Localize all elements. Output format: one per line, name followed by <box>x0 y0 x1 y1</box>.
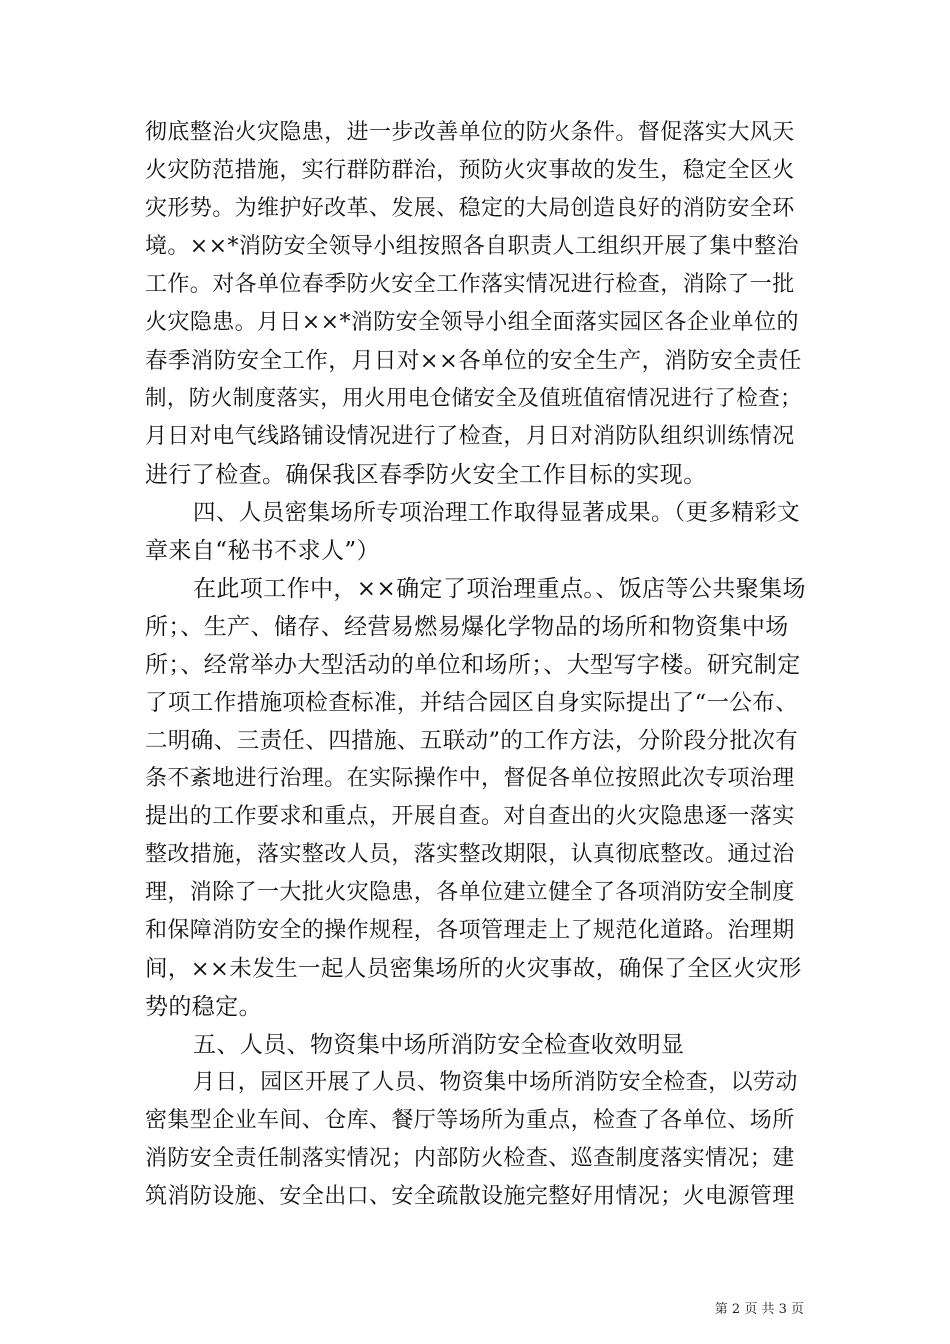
text-line: 了项工作措施项检查标准，并结合园区自身实际提出了“一公布、 <box>145 690 799 716</box>
text-line: 二明确、三责任、四措施、五联动”的工作方法，分阶段分批次有 <box>145 728 799 754</box>
page-number-footer: 第 2 页 共 3 页 <box>714 1302 804 1317</box>
text-line: 火灾隐患。月日××*消防安全领导小组全面落实园区各企业单位的 <box>145 310 799 335</box>
text-line: 提出的工作要求和重点，开展自查。对自查出的火灾隐患逐一落实 <box>145 804 795 829</box>
text-line: 理，消除了一大批火灾隐患，各单位建立健全了各项消防安全制度 <box>145 880 795 905</box>
text-line: 月日对电气线路铺设情况进行了检查，月日对消防队组织训练情况 <box>145 424 795 449</box>
text-line: 所；、经常举办大型活动的单位和场所；、大型写字楼。研究制定 <box>145 652 801 678</box>
section-heading: 五、人员、物资集中场所消防安全检查收效明显 <box>193 1032 685 1058</box>
text-line: 灾形势。为维护好改革、发展、稳定的大局创造良好的消防安全环 <box>145 196 795 221</box>
text-line: 章来自“秘书不求人”） <box>145 538 380 564</box>
text-line: 间，××未发生一起人员密集场所的火灾事故，确保了全区火灾形 <box>145 956 802 982</box>
text-line: 火灾防范措施，实行群防群治，预防火灾事故的发生，稳定全区火 <box>145 158 795 183</box>
text-line: 筑消防设施、安全出口、安全疏散设施完整好用情况；火电源管理 <box>145 1184 795 1209</box>
text-line: 整改措施，落实整改人员，落实整改期限，认真彻底整改。通过治 <box>145 842 795 867</box>
text-line: 和保障消防安全的操作规程，各项管理走上了规范化道路。治理期 <box>145 918 795 943</box>
text-line: 制，防火制度落实，用火用电仓储安全及值班值宿情况进行了检查； <box>145 386 803 411</box>
section-heading: 四、人员密集场所专项治理工作取得显著成果。（更多精彩文 <box>193 500 801 526</box>
text-line: 境。××*消防安全领导小组按照各自职责人工组织开展了集中整治 <box>145 234 799 259</box>
text-line: 密集型企业车间、仓库、餐厅等场所为重点，检查了各单位、场所 <box>145 1108 795 1133</box>
text-line: 工作。对各单位春季防火安全工作落实情况进行检查，消除了一批 <box>145 272 795 297</box>
text-line: 所；、生产、储存、经营易燃易爆化学物品的场所和物资集中场 <box>145 614 789 640</box>
text-line: 进行了检查。确保我区春季防火安全工作目标的实现。 <box>145 462 707 488</box>
text-line: 彻底整治火灾隐患，进一步改善单位的防火条件。督促落实大风天 <box>145 120 795 145</box>
text-line: 月日，园区开展了人员、物资集中场所消防安全检查，以劳动 <box>193 1070 798 1095</box>
text-line: 势的稳定。 <box>145 994 262 1020</box>
text-line: 消防安全责任制落实情况；内部防火检查、巡查制度落实情况；建 <box>145 1146 795 1171</box>
text-line: 在此项工作中，××确定了项治理重点。、饭店等公共聚集场 <box>193 576 806 602</box>
text-line: 春季消防安全工作，月日对××各单位的安全生产，消防安全责任 <box>145 348 802 374</box>
text-line: 条不紊地进行治理。在实际操作中，督促各单位按照此次专项治理 <box>145 766 795 791</box>
